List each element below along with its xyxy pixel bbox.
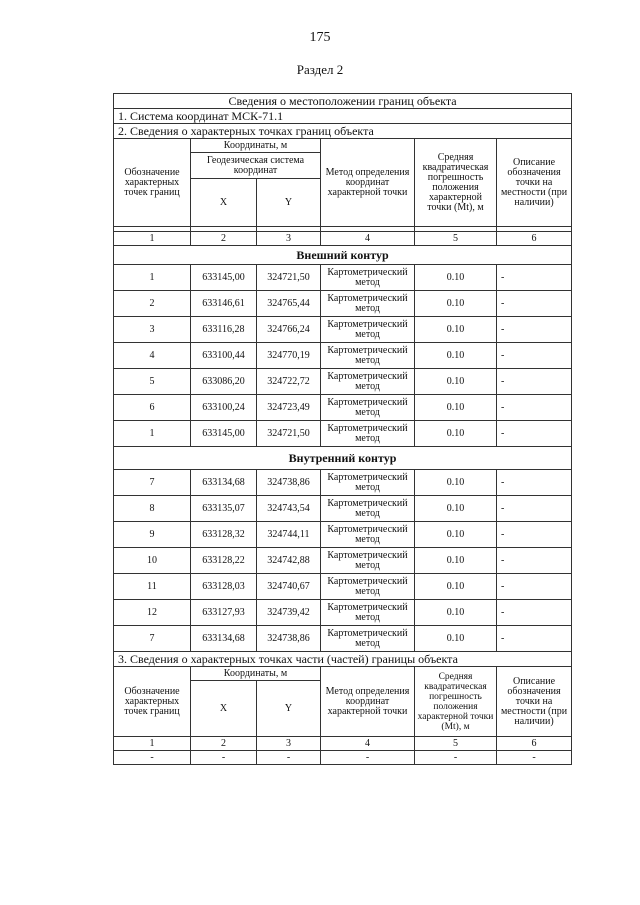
cell-error: 0.10 bbox=[415, 317, 497, 343]
cell-method: Картометрический метод bbox=[321, 574, 415, 600]
cell-error: 0.10 bbox=[415, 369, 497, 395]
cell-error: 0.10 bbox=[415, 265, 497, 291]
cell-method: Картометрический метод bbox=[321, 343, 415, 369]
cell-error: 0.10 bbox=[415, 395, 497, 421]
page-number: 175 bbox=[309, 30, 331, 45]
cell-y-coord: 324743,54 bbox=[257, 496, 321, 522]
table-row bbox=[114, 343, 572, 369]
table-row bbox=[114, 548, 572, 574]
cell-method: Картометрический метод bbox=[321, 626, 415, 652]
part-header-description: Описание обозначения точки на местности (при наличии) bbox=[497, 667, 572, 737]
table-row bbox=[114, 470, 572, 496]
table-row bbox=[114, 265, 572, 291]
cell-description: - bbox=[497, 343, 572, 369]
cell-description: - bbox=[497, 291, 572, 317]
cell-method: Картометрический метод bbox=[321, 369, 415, 395]
cell-description: - bbox=[497, 626, 572, 652]
cell-x-coord: 633128,03 bbox=[191, 574, 257, 600]
outer-contour-label: Внешний контур bbox=[114, 246, 572, 265]
cell-y-coord: 324740,67 bbox=[257, 574, 321, 600]
cell-point-id: 9 bbox=[114, 522, 191, 548]
header-description: Описание обозначения точки на местности (при наличии) bbox=[497, 139, 572, 227]
table-row bbox=[114, 291, 572, 317]
cell-y-coord: 324721,50 bbox=[257, 265, 321, 291]
part-cell: - bbox=[191, 751, 257, 765]
cell-description: - bbox=[497, 421, 572, 447]
part-header-x: X bbox=[191, 681, 257, 737]
cell-description: - bbox=[497, 395, 572, 421]
cell-x-coord: 633100,24 bbox=[191, 395, 257, 421]
part-header-designation: Обозначение характерных точек границ bbox=[114, 667, 191, 737]
cell-x-coord: 633127,93 bbox=[191, 600, 257, 626]
cell-error: 0.10 bbox=[415, 574, 497, 600]
cell-x-coord: 633134,68 bbox=[191, 626, 257, 652]
cell-point-id: 10 bbox=[114, 548, 191, 574]
coord-system-row: 1. Система координат МСК-71.1 bbox=[114, 109, 572, 124]
cell-error: 0.10 bbox=[415, 470, 497, 496]
cell-method: Картометрический метод bbox=[321, 522, 415, 548]
cell-error: 0.10 bbox=[415, 626, 497, 652]
column-number: 2 bbox=[191, 232, 257, 246]
cell-point-id: 7 bbox=[114, 470, 191, 496]
column-number: 6 bbox=[497, 737, 572, 751]
points-heading: 2. Сведения о характерных точках границ объекта bbox=[114, 124, 572, 139]
table-row bbox=[114, 574, 572, 600]
cell-method: Картометрический метод bbox=[321, 548, 415, 574]
cell-y-coord: 324739,42 bbox=[257, 600, 321, 626]
part-data-row bbox=[114, 751, 572, 765]
part-cell: - bbox=[497, 751, 572, 765]
cell-x-coord: 633086,20 bbox=[191, 369, 257, 395]
part-cell: - bbox=[415, 751, 497, 765]
cell-x-coord: 633145,00 bbox=[191, 421, 257, 447]
cell-point-id: 12 bbox=[114, 600, 191, 626]
cell-y-coord: 324722,72 bbox=[257, 369, 321, 395]
cell-method: Картометрический метод bbox=[321, 265, 415, 291]
header-method: Метод определения координат характерной точки bbox=[321, 139, 415, 227]
cell-y-coord: 324744,11 bbox=[257, 522, 321, 548]
cell-method: Картометрический метод bbox=[321, 470, 415, 496]
cell-x-coord: 633100,44 bbox=[191, 343, 257, 369]
cell-y-coord: 324721,50 bbox=[257, 421, 321, 447]
cell-error: 0.10 bbox=[415, 343, 497, 369]
cell-description: - bbox=[497, 317, 572, 343]
column-number: 6 bbox=[497, 232, 572, 246]
part-heading: 3. Сведения о характерных точках части (частей) границы объекта bbox=[114, 652, 572, 667]
header-y: Y bbox=[257, 179, 321, 227]
cell-method: Картометрический метод bbox=[321, 291, 415, 317]
cell-point-id: 1 bbox=[114, 421, 191, 447]
part-header-y: Y bbox=[257, 681, 321, 737]
column-number: 1 bbox=[114, 232, 191, 246]
column-number: 3 bbox=[257, 737, 321, 751]
header-geodetic: Геодезическая система координат bbox=[191, 153, 321, 179]
cell-method: Картометрический метод bbox=[321, 496, 415, 522]
cell-error: 0.10 bbox=[415, 522, 497, 548]
header-designation: Обозначение характерных точек границ bbox=[114, 139, 191, 227]
table-row bbox=[114, 626, 572, 652]
cell-description: - bbox=[497, 548, 572, 574]
column-number: 5 bbox=[415, 737, 497, 751]
boundary-table-body bbox=[114, 94, 572, 765]
column-number: 4 bbox=[321, 232, 415, 246]
cell-description: - bbox=[497, 522, 572, 548]
part-header-method: Метод определения координат характерной точки bbox=[321, 667, 415, 737]
table-row bbox=[114, 369, 572, 395]
cell-method: Картометрический метод bbox=[321, 421, 415, 447]
table-row bbox=[114, 522, 572, 548]
column-number: 1 bbox=[114, 737, 191, 751]
header-coordinates: Координаты, м bbox=[191, 139, 321, 153]
cell-point-id: 6 bbox=[114, 395, 191, 421]
table-row bbox=[114, 496, 572, 522]
cell-point-id: 3 bbox=[114, 317, 191, 343]
cell-description: - bbox=[497, 574, 572, 600]
cell-x-coord: 633145,00 bbox=[191, 265, 257, 291]
cell-x-coord: 633128,32 bbox=[191, 522, 257, 548]
part-cell: - bbox=[257, 751, 321, 765]
part-header-error: Средняя квадратическая погрешность положения характерной точки (Mt), м bbox=[415, 667, 497, 737]
cell-x-coord: 633128,22 bbox=[191, 548, 257, 574]
cell-x-coord: 633134,68 bbox=[191, 470, 257, 496]
column-number: 3 bbox=[257, 232, 321, 246]
cell-x-coord: 633146,61 bbox=[191, 291, 257, 317]
part-cell: - bbox=[321, 751, 415, 765]
cell-method: Картометрический метод bbox=[321, 317, 415, 343]
table-row bbox=[114, 600, 572, 626]
cell-point-id: 8 bbox=[114, 496, 191, 522]
cell-description: - bbox=[497, 470, 572, 496]
cell-point-id: 11 bbox=[114, 574, 191, 600]
cell-y-coord: 324765,44 bbox=[257, 291, 321, 317]
table-row bbox=[114, 395, 572, 421]
cell-x-coord: 633116,28 bbox=[191, 317, 257, 343]
cell-y-coord: 324766,24 bbox=[257, 317, 321, 343]
table-title: Сведения о местоположении границ объекта bbox=[114, 94, 572, 109]
cell-error: 0.10 bbox=[415, 496, 497, 522]
boundary-table bbox=[113, 93, 572, 765]
cell-y-coord: 324738,86 bbox=[257, 470, 321, 496]
column-number-row bbox=[114, 232, 572, 246]
cell-error: 0.10 bbox=[415, 600, 497, 626]
table-row bbox=[114, 317, 572, 343]
column-number: 2 bbox=[191, 737, 257, 751]
cell-y-coord: 324770,19 bbox=[257, 343, 321, 369]
cell-description: - bbox=[497, 369, 572, 395]
cell-point-id: 7 bbox=[114, 626, 191, 652]
cell-y-coord: 324723,49 bbox=[257, 395, 321, 421]
cell-description: - bbox=[497, 600, 572, 626]
column-number: 5 bbox=[415, 232, 497, 246]
header-error: Средняя квадратическая погрешность положения характерной точки (Mt), м bbox=[415, 139, 497, 227]
cell-description: - bbox=[497, 496, 572, 522]
part-header-coordinates: Координаты, м bbox=[191, 667, 321, 681]
cell-point-id: 2 bbox=[114, 291, 191, 317]
cell-error: 0.10 bbox=[415, 548, 497, 574]
table-row bbox=[114, 421, 572, 447]
column-number: 4 bbox=[321, 737, 415, 751]
cell-y-coord: 324742,88 bbox=[257, 548, 321, 574]
cell-description: - bbox=[497, 265, 572, 291]
cell-point-id: 4 bbox=[114, 343, 191, 369]
header-x: X bbox=[191, 179, 257, 227]
cell-x-coord: 633135,07 bbox=[191, 496, 257, 522]
part-column-number-row bbox=[114, 737, 572, 751]
cell-error: 0.10 bbox=[415, 291, 497, 317]
cell-y-coord: 324738,86 bbox=[257, 626, 321, 652]
cell-point-id: 5 bbox=[114, 369, 191, 395]
part-cell: - bbox=[114, 751, 191, 765]
inner-contour-label: Внутренний контур bbox=[114, 447, 572, 470]
cell-error: 0.10 bbox=[415, 421, 497, 447]
cell-point-id: 1 bbox=[114, 265, 191, 291]
cell-method: Картометрический метод bbox=[321, 395, 415, 421]
section-title: Раздел 2 bbox=[296, 62, 344, 77]
cell-method: Картометрический метод bbox=[321, 600, 415, 626]
